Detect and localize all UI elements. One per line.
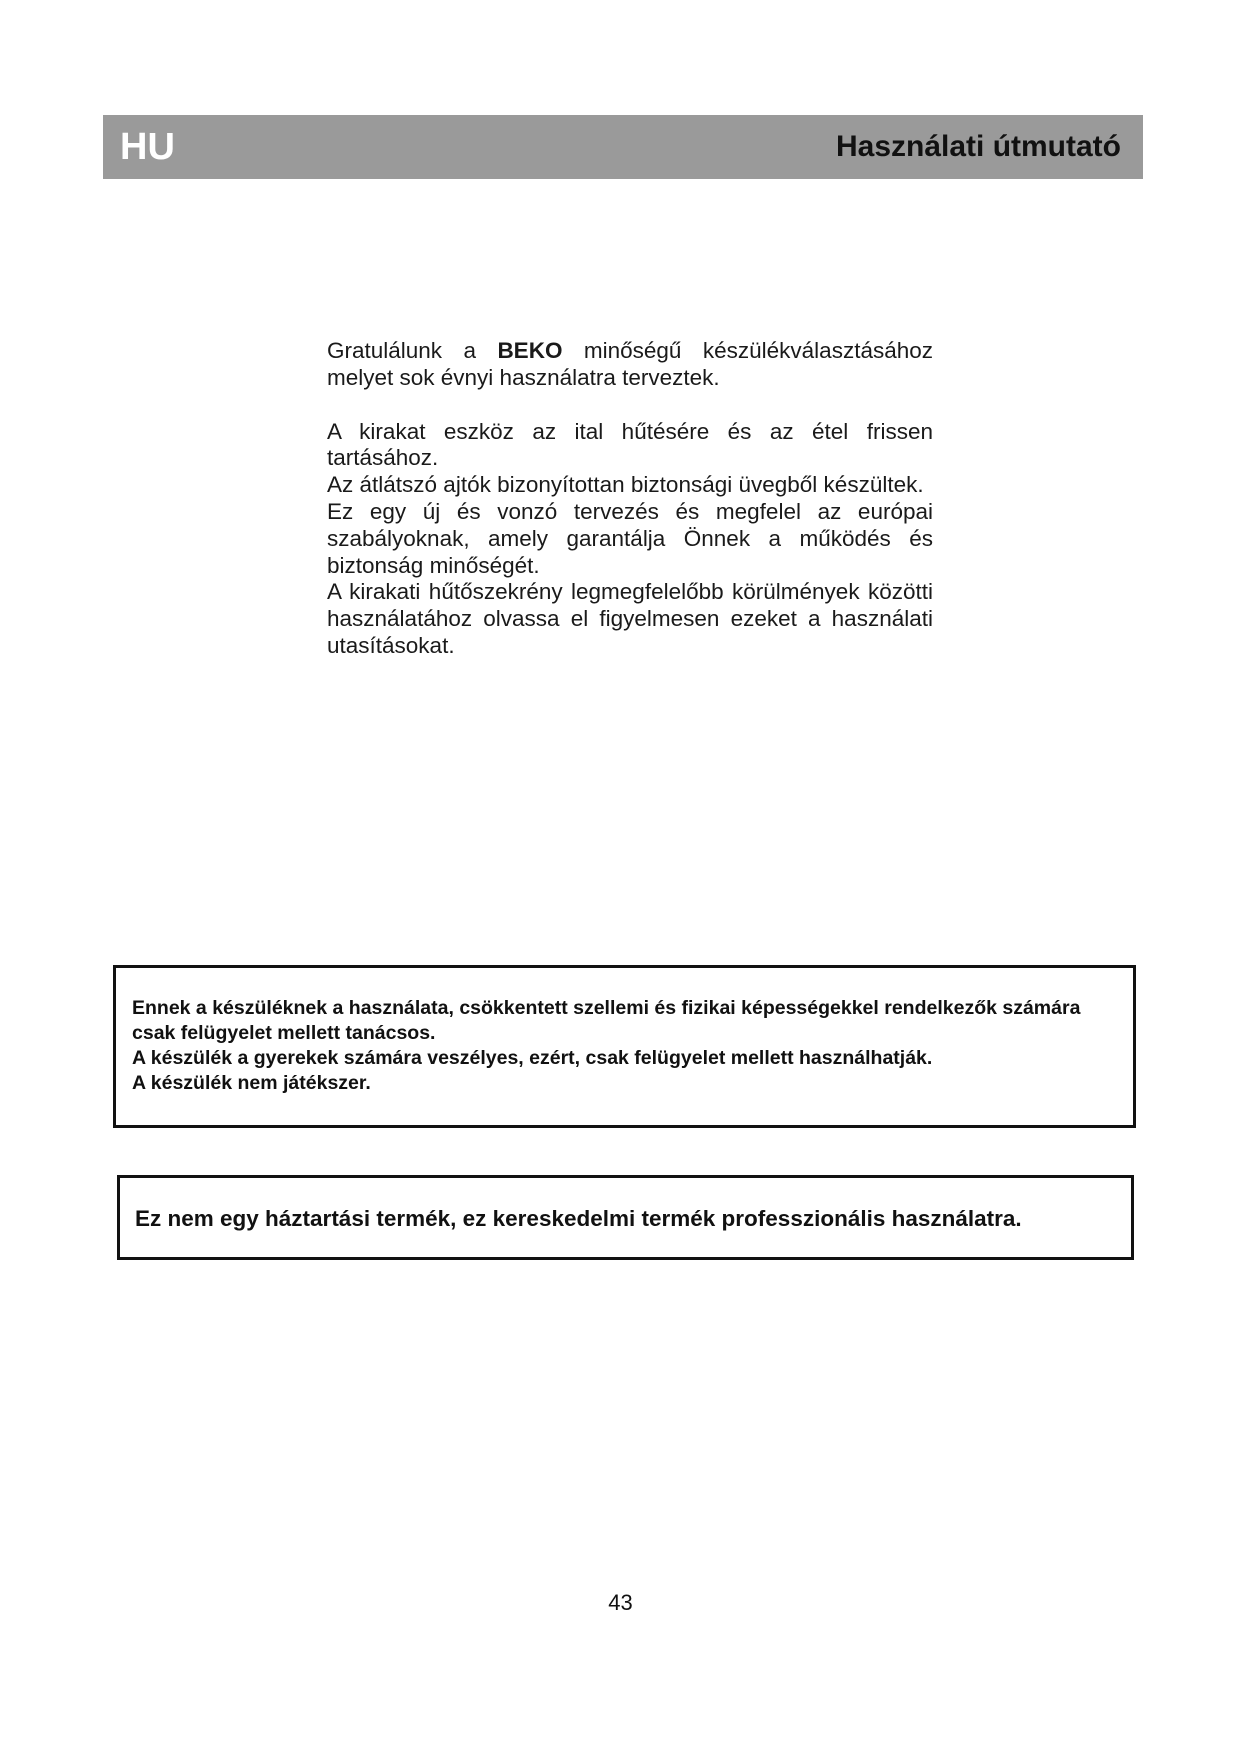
safety-notice-box [113, 965, 1136, 1128]
intro-greeting [327, 338, 933, 392]
greeting-before: Gratulálunk a [327, 338, 498, 363]
commercial-notice-text: Ez nem egy háztartási termék, ez kereskedelmi termék professzionális használatra. [135, 1206, 1022, 1231]
page-number: 43 [608, 1590, 633, 1615]
brand-name: BEKO [497, 338, 563, 363]
intro-paragraph: A kirakat eszköz az ital hűtésére és az étel frissen tartásához. [327, 418, 933, 471]
safety-notice-line: A készülék a gyerekek számára veszélyes, ezért, csak felügyelet mellett használhatják. [132, 1047, 933, 1069]
commercial-notice-box [117, 1175, 1134, 1260]
safety-notice-line: A készülék nem játékszer. [132, 1072, 371, 1094]
page-header [103, 115, 1143, 179]
intro-paragraph: Ez egy új és vonzó tervezés és megfelel az európai szabályoknak, amely garantálja Önnek a működés és biztonság minőségét. [327, 498, 933, 578]
document-title: Használati útmutató [835, 130, 1121, 163]
intro-paragraph: A kirakati hűtőszekrény legmegfelelőbb körülmények közötti használatához olvassa el figyelmesen ezeket a használati utasításokat. [327, 579, 933, 658]
language-code: HU [120, 126, 175, 168]
greeting-after: minőségű készülékválasztásához melyet sok évnyi használatra terveztek. [327, 338, 933, 390]
safety-notice-line: Ennek a készüléknek a használata, csökkentett szellemi és fizikai képességekkel rendelkezők számára csak felügyelet mellett tanácsos. [132, 997, 1081, 1044]
intro-text [327, 338, 933, 660]
paragraph-gap [327, 392, 933, 419]
intro-paragraph: Az átlátszó ajtók bizonyítottan biztonsági üvegből készültek. [327, 472, 924, 498]
